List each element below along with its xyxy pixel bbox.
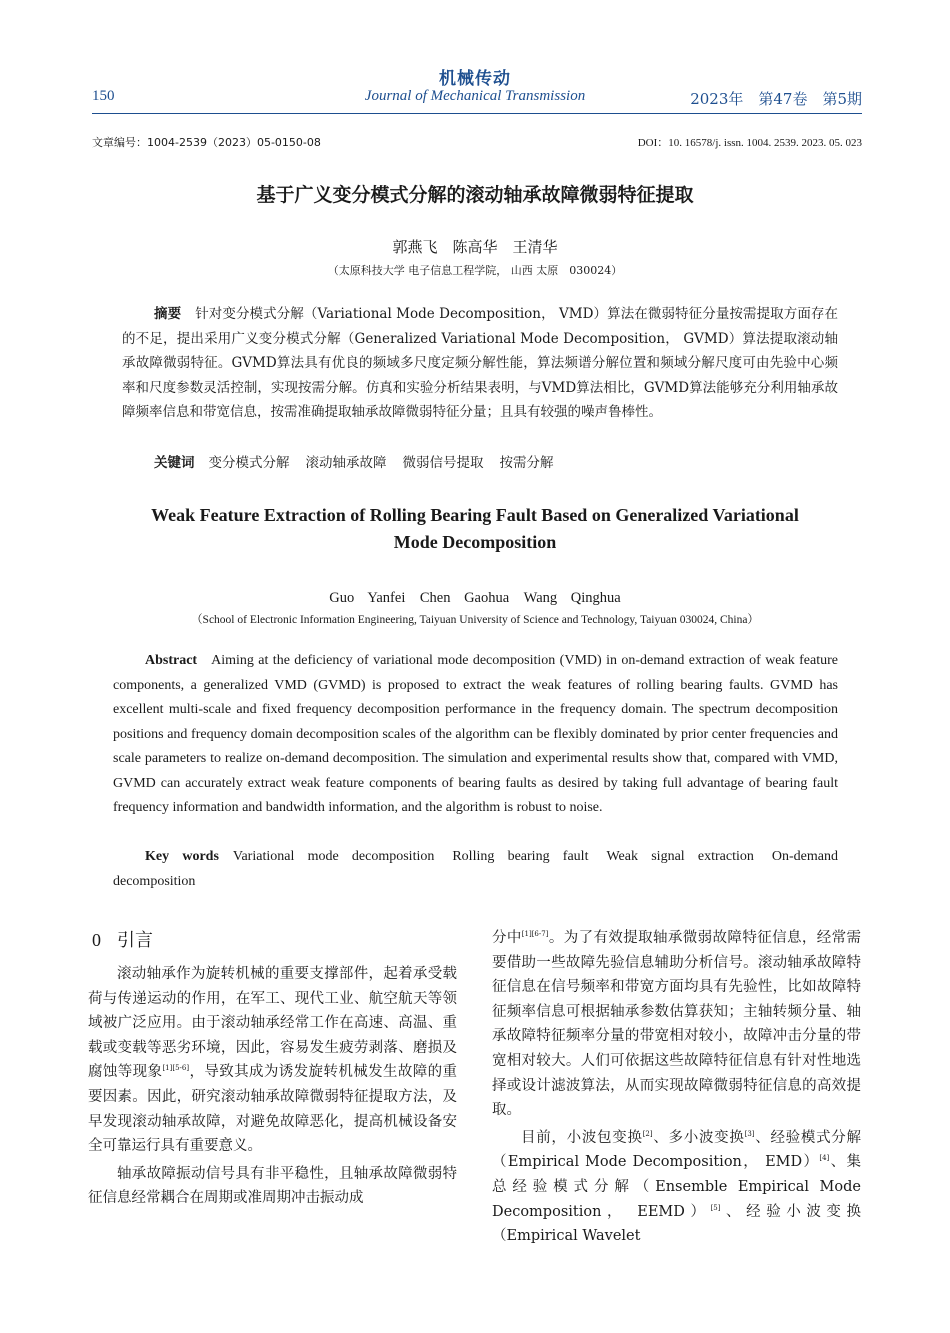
affiliation-en: （School of Electronic Information Engineering, Taiyuan University of Science and Technology, Taiyuan 030024, China） <box>191 614 759 626</box>
citation: [5] <box>710 1203 721 1212</box>
keyword-cn: 微弱信号提取 <box>402 455 484 471</box>
section-heading <box>88 925 457 956</box>
abstract-en <box>113 649 838 821</box>
body-paragraph <box>88 1162 457 1211</box>
body-paragraph <box>492 1126 861 1249</box>
paper-title-cn: 基于广义变分模式分解的滚动轴承故障微弱特征提取 <box>256 184 694 206</box>
keyword-en: Weak signal extraction <box>606 849 754 864</box>
paragraph-text: 目前，小波包变换 <box>521 1129 643 1146</box>
paper-title-en: Weak Feature Extraction of Rolling Bearing Fault Based on Generalized Variational Mode Decomposition <box>151 505 799 552</box>
body-paragraph <box>88 962 457 1159</box>
keyword-en: On-demand decomposition <box>113 849 838 889</box>
citation: [1][5-6] <box>162 1064 190 1073</box>
paragraph-text: ，导致其成为诱发旋转机械发生故障的重要因素。因此，研究滚动轴承故障微弱特征提取方法，及早发现滚动轴承故障，对避免故障恶化，提高机械设备安全可靠运行具有重要意义。 <box>88 1064 458 1155</box>
body-paragraph <box>492 926 861 1123</box>
abstract-cn-label: 摘要 <box>154 306 182 322</box>
keyword-en: Variational mode decomposition <box>232 849 435 864</box>
keyword-cn: 按需分解 <box>499 455 554 471</box>
section-number: 0 <box>92 930 101 950</box>
abstract-cn <box>122 302 838 425</box>
citation: [3] <box>744 1129 755 1138</box>
header-divider <box>92 113 862 114</box>
keyword-cn: 滚动轴承故障 <box>305 455 387 471</box>
paragraph-text: 分中 <box>492 930 522 946</box>
citation: [4] <box>819 1154 830 1163</box>
citation: [2] <box>642 1129 653 1138</box>
keywords-en-label: Key words <box>145 849 219 864</box>
page-number: 150 <box>92 88 115 104</box>
abstract-en-text: Aiming at the deficiency of variational mode decomposition (VMD) in on-demand extraction of weak feature components, a generalized VMD (GVMD) is proposed to extract the weak features of rolling bearing faults. GVMD has excellent multi-scale and fixed frequency decomposition performance in the frequency domain. The spectrum decomposition positions and frequency domain decomposition scales of the algorithm can be flexibly dominated by prior center frequencies and scale parameters to realize on-demand decomposition. The simulation and experimental results show that, compared with VMD, GVMD can accurately extract weak feature components of bearing faults as desired by taking full advantage of bearing fault frequency information and bandwidth information, and the algorithm is robust to noise. <box>113 653 838 815</box>
paragraph-text: 滚动轴承作为旋转机械的重要支撑部件，起着承受载荷与传递运动的作用，在军工、现代工业、航空航天等领域被广泛应用。由于滚动轴承经常工作在高速、高温、重载或变载等恶劣环境，因此，容易发生疲劳剥落、磨损及腐蚀等现象 <box>88 966 457 1081</box>
paragraph-text: 轴承故障振动信号具有非平稳性，且轴承故障微弱特征信息经常耦合在周期或准周期冲击振动成 <box>88 1165 457 1207</box>
abstract-en-label: Abstract <box>145 653 198 668</box>
authors-cn: 郭燕飞 陈高华 王清华 <box>392 238 558 256</box>
citation: [1][6-7] <box>521 930 549 938</box>
doi: DOI：10. 16578/j. issn. 1004. 2539. 2023. 05. 023 <box>637 137 862 149</box>
keywords-cn-label: 关键词 <box>154 455 195 471</box>
journal-title-cn: 机械传动 <box>439 69 511 89</box>
affiliation-cn: （太原科技大学 电子信息工程学院， 山西 太原 030024） <box>327 264 623 277</box>
journal-title-en: Journal of Mechanical Transmission <box>364 88 586 104</box>
paragraph-text: 、经验小波变换（Empirical Wavelet <box>492 1203 862 1245</box>
paragraph-text: 、多小波变换 <box>652 1129 745 1146</box>
article-number: 文章编号：1004-2539（2023）05-0150-08 <box>92 136 321 149</box>
abstract-cn-text: 针对变分模式分解（Variational Mode Decomposition， VMD）算法在微弱特征分量按需提取方面存在的不足，提出采用广义变分模式分解（Generalized Variational Mode Decomposition， GVMD）算法提取滚动轴承故障微弱特征。GVMD算法具有优良的频域多尺度定频分解性能，算法频谱分解位置和频域分解尺度可由先验中心频率和尺度参数灵活控制，实现按需分解。仿真和实验分析结果表明，与VMD算法相比，GVMD算法能够充分利用轴承故障频率信息和带宽信息，按需准确提取轴承故障微弱特征分量；且具有较强的噪声鲁棒性。 <box>122 306 839 420</box>
authors-en: Guo Yanfei Chen Gaohua Wang Qinghua <box>329 590 621 606</box>
keyword-en: Rolling bearing fault <box>452 849 589 864</box>
keyword-cn: 变分模式分解 <box>208 455 290 471</box>
keywords-cn <box>154 451 844 476</box>
keywords-en <box>113 845 838 894</box>
section-title: 引言 <box>117 930 153 951</box>
paragraph-text: 。为了有效提取轴承微弱故障特征信息，经常需要借助一些故障先验信息辅助分析信号。滚动轴承故障特征信息在信号频率和带宽方面均具有先验性，比如故障特征频率信息可根据轴承参数估算获知；主轴转频分量、轴承故障特征频率分量的带宽相对较小，故障冲击分量的带宽相对较大。人们可依据这些故障特征信息有针对性地选择或设计滤波算法，从而实现故障微弱特征信息的高效提取。 <box>492 930 862 1119</box>
paragraph-text: 、集总经验模式分解（Ensemble Empirical Mode Decomposition， EEMD） <box>492 1154 861 1220</box>
paragraph-text: 、经验模式分解（Empirical Mode Decomposition， EMD） <box>492 1129 862 1171</box>
issue-info: 2023年 第47卷 第5期 <box>690 90 862 108</box>
body-column-left <box>88 925 457 1214</box>
body-column-right <box>492 926 861 1252</box>
